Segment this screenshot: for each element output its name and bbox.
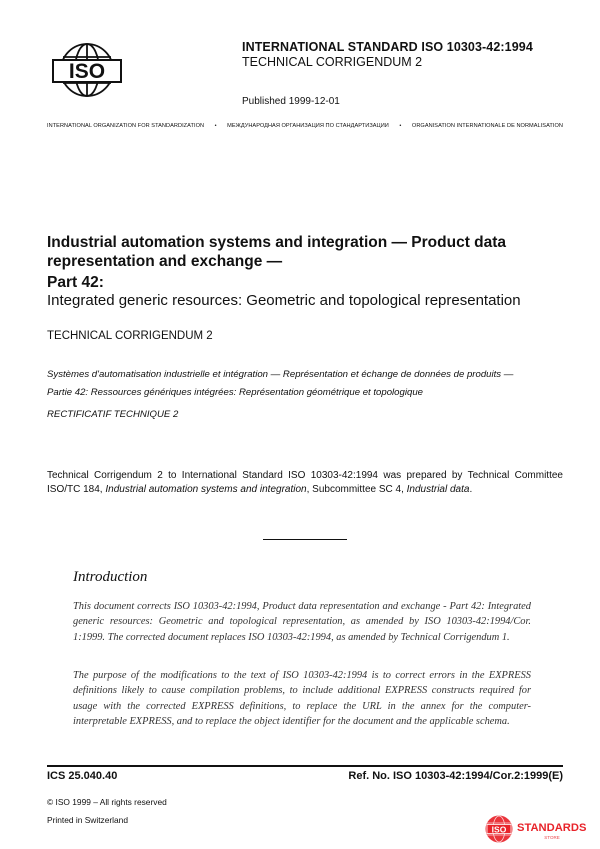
- standard-number: INTERNATIONAL STANDARD ISO 10303-42:1994: [242, 40, 533, 54]
- corrigendum-label: TECHNICAL CORRIGENDUM 2: [242, 55, 423, 69]
- published-date: Published 1999-12-01: [242, 96, 340, 107]
- org-name-en: INTERNATIONAL ORGANIZATION FOR STANDARDIZATION: [47, 123, 205, 129]
- subcommittee-name: Industrial data: [406, 484, 470, 495]
- organization-names: [47, 123, 563, 129]
- introduction-paragraph: The purpose of the modifications to the text of ISO 10303-42:1994 is to correct errors in the EXPRESS definitions likely to cause compilation problems, to include additional EXPRESS constructs required for usage with the corrected EXPRESS definitions, to replace the URL in the annex for the computer-interpretable EXPRESS, and to replace the object identifier for the document and the applicable schema.: [73, 670, 531, 728]
- document-title: Industrial automation systems and integration — Product data representation and exchange —: [47, 234, 507, 270]
- committee-name: Industrial automation systems and integration: [105, 484, 307, 495]
- section-divider: [263, 539, 347, 540]
- watermark-standards-text: STANDARDS: [517, 822, 587, 834]
- technical-corrigendum-label: TECHNICAL CORRIGENDUM 2: [47, 330, 213, 342]
- introduction-paragraph: This document corrects ISO 10303-42:1994, Product data representation and exchange - Part 42: Integrated generic resources: Geometric and topological representation, as amended by ISO 10303-42:1994/Cor. 1:1999. The corrected document replaces ISO 10303-42:1994, as amended by Technical Corrigendum 1.: [73, 601, 531, 643]
- french-title: Systèmes d'automatisation industrielle et intégration — Représentation et échange de données de produits —: [47, 369, 514, 380]
- printed-location: Printed in Switzerland: [47, 815, 128, 825]
- french-corrigendum-label: RECTIFICATIF TECHNIQUE 2: [47, 409, 179, 420]
- watermark-iso-text: ISO: [491, 824, 507, 835]
- prep-text: .: [469, 484, 473, 495]
- prep-text: , Subcommittee SC 4,: [306, 484, 407, 495]
- copyright-notice: © ISO 1999 – All rights reserved: [47, 797, 167, 807]
- iso-logo: [47, 40, 127, 100]
- reference-number: Ref. No. ISO 10303-42:1994/Cor.2:1999(E): [348, 770, 563, 782]
- introduction-heading: Introduction: [73, 569, 148, 585]
- preparation-statement: [47, 469, 563, 497]
- prep-text: Technical Corrigendum 2 to International Standard ISO 10303-42:1994 was prepared by Technical Committee ISO/TC 184,: [47, 470, 563, 495]
- iso-logo-text: ISO: [68, 60, 106, 83]
- part-subtitle: Integrated generic resources: Geometric and topological representation: [47, 292, 521, 309]
- ics-code: ICS 25.040.40: [47, 770, 118, 782]
- org-name-ru: МЕЖДУНАРОДНАЯ ОРГАНИЗАЦИЯ ПО СТАНДАРТИЗАЦИИ: [227, 123, 389, 129]
- watermark-store-text: STORE: [544, 835, 560, 840]
- footer-rule: [47, 765, 563, 767]
- french-part-title: Partie 42: Ressources génériques intégrées: Représentation géométrique et topologique: [47, 387, 423, 398]
- org-separator: •: [399, 123, 402, 129]
- part-label: Part 42:: [47, 274, 104, 291]
- iso-standards-store-watermark: [484, 814, 596, 844]
- org-separator: •: [214, 123, 217, 129]
- org-name-fr: ORGANISATION INTERNATIONALE DE NORMALISATION: [411, 123, 563, 129]
